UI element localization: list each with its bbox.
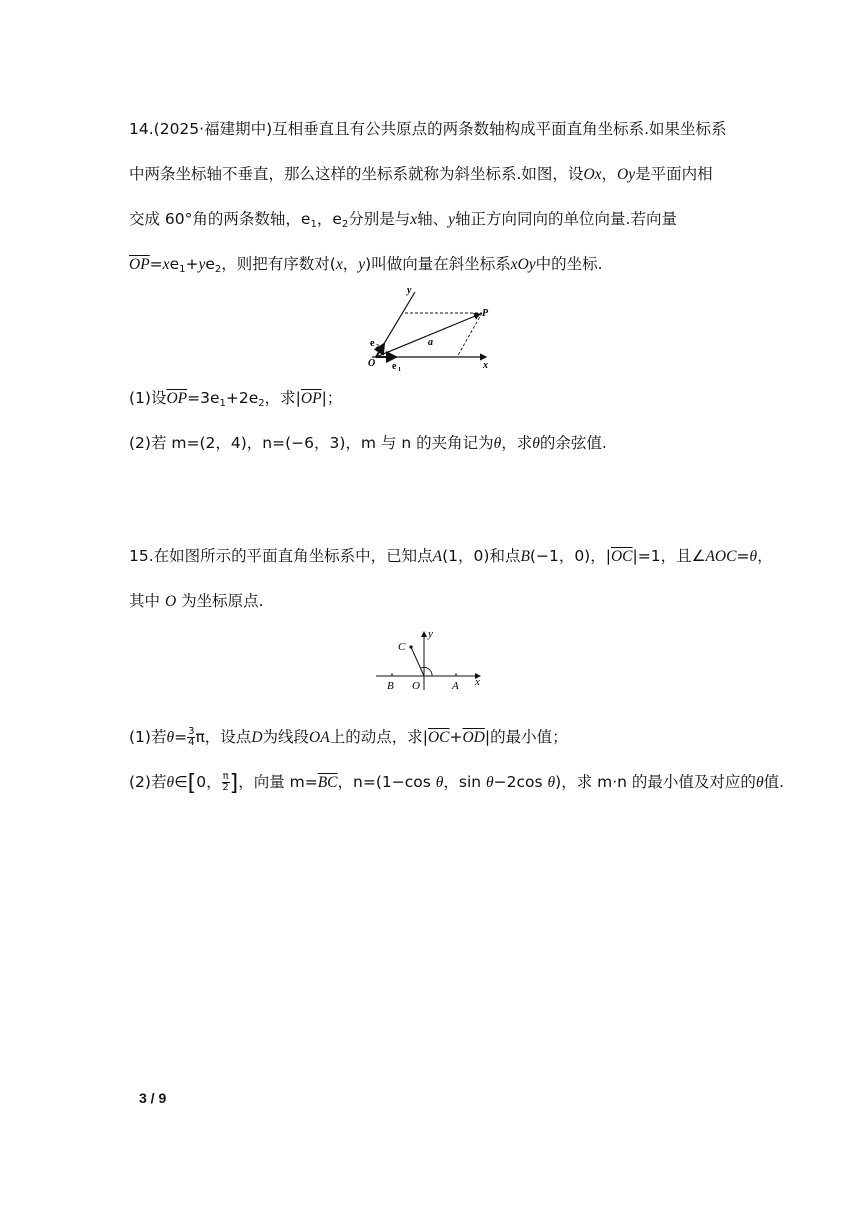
q14-label-e2-sub: 2 xyxy=(376,344,379,350)
fraction-pi-over-two: $\frac{\pi}{2}$ xyxy=(222,771,229,793)
q14-line-1: 14.(2025·福建期中)互相垂直且有公共原点的两条数轴构成平面直角坐标系.如果坐标系 xyxy=(129,120,727,138)
q15-line-2: 其中 O 为坐标原点. xyxy=(129,592,264,610)
q15-coordinate-figure xyxy=(372,628,488,694)
q14-line-2: 中两条坐标轴不垂直，那么这样的坐标系就称为斜坐标系.如图，设Ox，Oy是平面内相 xyxy=(129,165,713,183)
q14-label-o: O xyxy=(368,358,376,369)
q14-label-e2: e xyxy=(370,338,375,349)
q15-sub-1: (1)若θ= $\frac{3}{4}$ π，设点D为线段OA上的动点，求$|\overline{OC}+\overline{OD}|$的最小值； xyxy=(129,726,568,748)
q14-line-3: 交成 60°角的两条数轴，$e_1$，$e_2$分别是与x轴、y轴正方向同向的单位向量.若向量 xyxy=(129,210,677,230)
q14-label-e1: e xyxy=(392,361,397,372)
q14-vector-op xyxy=(376,314,480,357)
q15-segment-oc xyxy=(411,647,424,676)
q14-label-p: P xyxy=(482,308,489,319)
vector-op: $\overline{OP}$ xyxy=(129,256,150,273)
q15-label-o: O xyxy=(412,680,420,692)
q14-oblique-coordinate-figure xyxy=(362,282,500,372)
q15-angle-arc xyxy=(421,667,432,676)
q14-label-a: a xyxy=(428,337,433,348)
q14-line-4: $\overline{OP}=xe_1+ye_2$，则把有序数对(x，y)叫做向量在斜坐标系xOy中的坐标. xyxy=(129,255,603,275)
q15-label-c: C xyxy=(398,641,406,653)
q15-label-a: A xyxy=(452,680,459,692)
q14-label-y: y xyxy=(407,285,412,296)
q15-label-x: x xyxy=(475,676,480,688)
q15-label-b: B xyxy=(387,680,394,692)
q14-sub-2: (2)若 m=(2，4)，n=(−6，3)，m 与 n 的夹角记为θ，求θ的余弦值. xyxy=(129,434,607,452)
q15-point-c xyxy=(409,645,412,648)
q15-line-1: 15.在如图所示的平面直角坐标系中，已知点A(1，0)和点B(−1，0)，$|\overline{OC}|=1$，且∠AOC=θ， xyxy=(129,547,773,565)
q14-sub-1: (1)设$\overline{OP}=3e_1+2e_2$，求$|\overline{OP}|$； xyxy=(129,389,343,409)
q14-label-e1-sub: 1 xyxy=(398,367,401,372)
q14-dashed-right xyxy=(457,313,482,357)
fraction-three-quarters: $\frac{3}{4}$ xyxy=(188,726,195,748)
page-number: 3 / 9 xyxy=(139,1090,167,1106)
q14-label-x: x xyxy=(483,360,488,371)
q15-label-y: y xyxy=(428,628,433,640)
q15-sub-2: (2)若θ∈[0， $\frac{\pi}{2}$ ]，向量 $m=\overline{BC}$，n=(1−cos θ，sin θ−2cos θ)，求 m·n 的最小值及对应的θ值. xyxy=(129,771,784,796)
